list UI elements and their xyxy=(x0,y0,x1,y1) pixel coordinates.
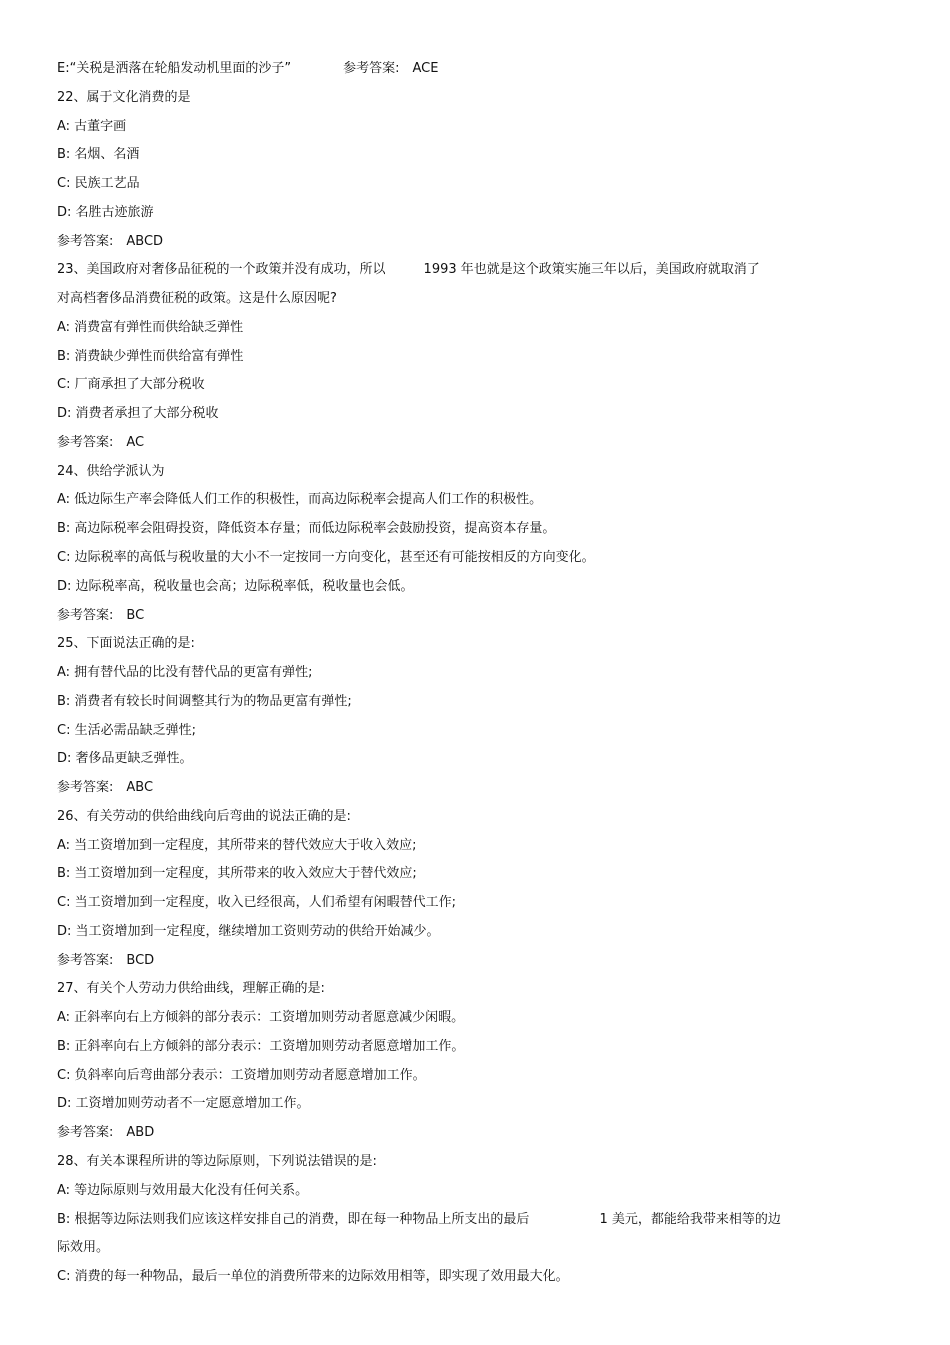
answer-text: 参考答案: BC xyxy=(57,608,145,623)
question-line xyxy=(57,289,337,309)
option-line xyxy=(57,519,555,539)
option-line xyxy=(57,1238,109,1258)
question-text: 28、有关本课程所讲的等边际原则，下列说法错误的是: xyxy=(57,1154,377,1169)
option-text: C: 厂商承担了大部分税收 xyxy=(57,377,205,392)
option-line xyxy=(57,663,313,683)
option-text: B: 当工资增加到一定程度，其所带来的收入效应大于替代效应; xyxy=(57,866,417,881)
question-text: 25、下面说法正确的是: xyxy=(57,636,195,651)
question-text: 22、属于文化消费的是 xyxy=(57,90,191,105)
question-26 xyxy=(57,807,351,827)
option-text: E:“关税是洒落在轮船发动机里面的沙子” xyxy=(57,61,292,76)
option-line xyxy=(57,117,126,137)
option-text: D: 奢侈品更缺乏弹性。 xyxy=(57,751,193,766)
option-line xyxy=(57,375,205,395)
option-text: A: 古董字画 xyxy=(57,119,127,134)
option-line xyxy=(57,318,243,338)
question-23 xyxy=(57,260,760,280)
option-text: A: 消费富有弹性而供给缺乏弹性 xyxy=(57,320,244,335)
option-line xyxy=(57,1267,569,1287)
answer-line xyxy=(57,1123,154,1143)
option-text: B: 消费者有较长时间调整其行为的物品更富有弹性; xyxy=(57,694,352,709)
question-text: 24、供给学派认为 xyxy=(57,464,165,479)
option-line xyxy=(57,721,196,741)
option-e-line xyxy=(57,59,438,79)
option-line xyxy=(57,548,595,568)
answer-text: 参考答案: AC xyxy=(57,435,145,450)
answer-line xyxy=(57,232,163,252)
option-line xyxy=(57,404,219,424)
option-text: C: 民族工艺品 xyxy=(57,176,140,191)
option-line xyxy=(57,347,243,367)
option-line xyxy=(57,922,440,942)
option-text: C: 负斜率向后弯曲部分表示：工资增加则劳动者愿意增加工作。 xyxy=(57,1068,426,1083)
question-text-continued: 1993 年也就是这个政策实施三年以后，美国政府就取消了 xyxy=(423,262,760,277)
option-text: B: 名烟、名酒 xyxy=(57,147,140,162)
option-text: D: 名胜古迹旅游 xyxy=(57,205,154,220)
option-text: B: 根据等边际法则我们应该这样安排自己的消费，即在每一种物品上所支出的最后 xyxy=(57,1212,530,1227)
option-text: B: 正斜率向右上方倾斜的部分表示：工资增加则劳动者愿意增加工作。 xyxy=(57,1039,465,1054)
question-text: 对高档奢侈品消费征税的政策。这是什么原因呢? xyxy=(57,291,337,306)
option-line xyxy=(57,174,140,194)
option-text: C: 边际税率的高低与税收量的大小不一定按同一方向变化，甚至还有可能按相反的方向变化。 xyxy=(57,550,595,565)
option-text: C: 消费的每一种物品，最后一单位的消费所带来的边际效用相等，即实现了效用最大化。 xyxy=(57,1269,569,1284)
option-line xyxy=(57,1181,308,1201)
answer-text: 参考答案: ACE xyxy=(343,61,439,76)
option-line xyxy=(57,1066,426,1086)
option-text: A: 拥有替代品的比没有替代品的更富有弹性; xyxy=(57,665,313,680)
option-line xyxy=(57,1037,464,1057)
option-text: D: 边际税率高，税收量也会高；边际税率低，税收量也会低。 xyxy=(57,579,414,594)
answer-line xyxy=(57,778,153,798)
question-text: 27、有关个人劳动力供给曲线，理解正确的是: xyxy=(57,981,325,996)
answer-line xyxy=(57,951,154,971)
option-text: A: 低边际生产率会降低人们工作的积极性，而高边际税率会提高人们工作的积极性。 xyxy=(57,492,543,507)
answer-text: 参考答案: BCD xyxy=(57,953,155,968)
option-text: B: 消费缺少弹性而供给富有弹性 xyxy=(57,349,244,364)
question-text: 23、美国政府对奢侈品征税的一个政策并没有成功，所以 xyxy=(57,262,386,277)
answer-line xyxy=(57,433,144,453)
question-28 xyxy=(57,1152,377,1172)
option-text: D: 消费者承担了大部分税收 xyxy=(57,406,219,421)
option-line xyxy=(57,749,193,769)
option-line xyxy=(57,893,456,913)
answer-line xyxy=(57,606,144,626)
option-line xyxy=(57,836,417,856)
option-line xyxy=(57,490,542,510)
option-line xyxy=(57,1210,781,1230)
question-24 xyxy=(57,462,165,482)
option-line xyxy=(57,1008,464,1028)
option-text: A: 当工资增加到一定程度，其所带来的替代效应大于收入效应; xyxy=(57,838,417,853)
answer-text: 参考答案: ABCD xyxy=(57,234,164,249)
option-text: C: 当工资增加到一定程度，收入已经很高，人们希望有闲暇替代工作; xyxy=(57,895,456,910)
option-text-continued: 1 美元，都能给我带来相等的边 xyxy=(599,1212,781,1227)
question-27 xyxy=(57,979,325,999)
question-25 xyxy=(57,634,195,654)
option-line xyxy=(57,577,414,597)
answer-text: 参考答案: ABD xyxy=(57,1125,155,1140)
option-line xyxy=(57,692,352,712)
question-text: 26、有关劳动的供给曲线向后弯曲的说法正确的是: xyxy=(57,809,351,824)
option-line xyxy=(57,203,154,223)
option-text: 际效用。 xyxy=(57,1240,110,1255)
option-text: B: 高边际税率会阻碍投资，降低资本存量；而低边际税率会鼓励投资，提高资本存量。 xyxy=(57,521,556,536)
option-text: A: 正斜率向右上方倾斜的部分表示：工资增加则劳动者愿意减少闲暇。 xyxy=(57,1010,465,1025)
option-text: D: 当工资增加到一定程度，继续增加工资则劳动的供给开始减少。 xyxy=(57,924,440,939)
option-text: A: 等边际原则与效用最大化没有任何关系。 xyxy=(57,1183,309,1198)
option-line xyxy=(57,864,417,884)
answer-text: 参考答案: ABC xyxy=(57,780,154,795)
question-22 xyxy=(57,88,191,108)
option-line xyxy=(57,1094,310,1114)
option-line xyxy=(57,145,139,165)
option-text: D: 工资增加则劳动者不一定愿意增加工作。 xyxy=(57,1096,310,1111)
option-text: C: 生活必需品缺乏弹性; xyxy=(57,723,196,738)
